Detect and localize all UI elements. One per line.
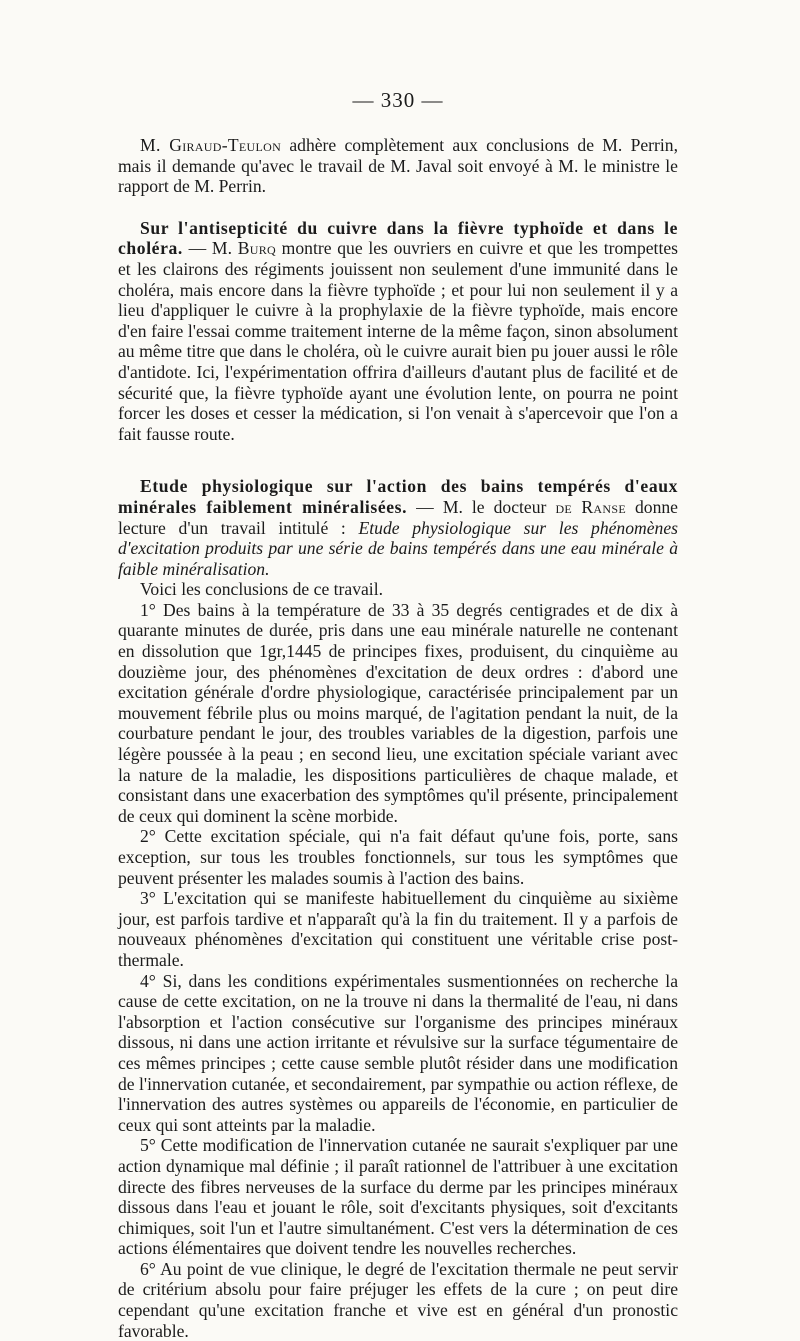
section-title: Sur l'antisepticité du cuivre dans la fièvre typhoïde et dans le choléra.	[118, 217, 678, 259]
conclusions-intro: Voici les conclusions de ce travail.	[140, 579, 383, 600]
section-title: Etude physiologique sur l'action des bains tempérés d'eaux minérales faiblement minéralisées.	[118, 476, 678, 517]
work-title-italic: Etude physiologique sur les phénomènes d'excitation produits par une série de bains tempérés dans une eau minérale à faible minéralisation.	[118, 517, 678, 579]
conclusion-point-4: 4° Si, dans les conditions expérimentales susmentionnées on recherche la cause de cette excitation, on ne la trouve ni dans la thermalité de l'eau, ni dans l'absorption et l'action consécutive sur l'organisme des principes minéraux dissous, ni dans une action irritante et révulsive sur la surface tégumentaire de ces mêmes principes ; cette cause semble plutôt résider dans une modification de l'innervation cutanée, et secondairement, par sympathie ou action réflexe, de l'innervation des autres systèmes ou appareils de l'économie, en particulier de ceux qui sont atteints par la maladie.	[118, 970, 678, 1135]
page-number: — 330 —	[352, 88, 444, 112]
paragraph-text: adhère complètement aux conclusions de M. Perrin, mais il demande qu'avec le travail de M. Javal soit envoyé à M. le ministre le rapport de M. Perrin.	[118, 135, 678, 197]
conclusion-point-3: 3° L'excitation qui se manifeste habituellement du cinquième au sixième jour, est parfois tardive et n'apparaît qu'à la fin du traitement. Il y a parfois de nouveaux phénomènes d'excitation qui constituent une véritable crise post-thermale.	[118, 888, 678, 970]
author-name: M. Giraud-Teulon	[140, 135, 282, 155]
section-dash: — M.	[182, 238, 238, 259]
document-page	[118, 88, 678, 1341]
paragraph-giraud-teulon	[118, 135, 678, 197]
author-name: Burq	[237, 238, 276, 259]
section-bains-temperes	[118, 476, 678, 579]
conclusion-point-5: 5° Cette modification de l'innervation cutanée ne saurait s'expliquer par une action dynamique mal définie ; il paraît rationnel de l'attribuer à une excitation directe des fibres nerveuses de la surface du derme par les principes minéraux dissous dans l'eau et jouant le rôle, soit d'excitants physiques, soit d'excitants chimiques, soit l'un et l'autre simultanément. C'est vers la détermination de ces actions élémentaires que doivent tendre les nouvelles recherches.	[118, 1135, 678, 1259]
paragraph-text: montre que les ouvriers en cuivre et que les trompettes et les clairons des régiments jouissent non seulement d'une immunité dans le choléra, mais encore dans la fièvre typhoïde ; et pour lui non seulement il y a lieu d'appliquer le cuivre à la prophylaxie de la fièvre typhoïde, mais encore d'en faire l'essai comme traitement interne de la même façon, sinon absolument au même titre que dans le choléra, où le cuivre aurait bien pu jouer aussi le rôle d'antidote. Ici, l'expérimentation offrira d'ailleurs d'autant plus de facilité et de sécurité que, la fièvre typhoïde ayant une évolution lente, on pourra ne point forcer les doses et cesser la médication, si l'on venait à s'apercevoir que l'on a fait fausse route.	[118, 238, 678, 444]
author-name: de Ranse	[555, 496, 626, 517]
section-dash: — M. le docteur	[407, 496, 556, 517]
section-antisepticite-cuivre	[118, 218, 678, 445]
paragraph-text: donne lecture d'un travail intitulé :	[118, 496, 678, 538]
conclusion-point-6: 6° Au point de vue clinique, le degré de l'excitation thermale ne peut servir de critérium absolu pour faire préjuger les effets de la cure ; on peut dire cependant qu'une excitation franche et vive est en général d'un pronostic favorable.	[118, 1258, 678, 1341]
conclusion-point-2: 2° Cette excitation spéciale, qui n'a fait défaut qu'une fois, porte, sans exception, sur tous les troubles fonctionnels, sur tous les symptômes que peuvent présenter les malades soumis à l'action des bains.	[118, 826, 678, 888]
conclusion-point-1: 1° Des bains à la température de 33 à 35 degrés centigrades et de dix à quarante minutes de durée, pris dans une eau minérale naturelle ne contenant en dissolution que 1gr,1445 de principes fixes, produisent, du cinquième au douzième jour, des phénomènes d'excitation de deux ordres : d'abord une excitation générale d'ordre physiologique, caractérisée principalement par un mouvement fébrile plus ou moins marqué, de l'agitation pendant la nuit, de la courbature pendant le jour, des troubles variables de la digestion, parfois une légère poussée à la peau ; en second lieu, une excitation spéciale variant avec la nature de la maladie, les dispositions particulières de chaque malade, et consistant dans une exacerbation des symptômes qu'il présente, principalement de ceux qui dominent la scène morbide.	[118, 599, 678, 826]
